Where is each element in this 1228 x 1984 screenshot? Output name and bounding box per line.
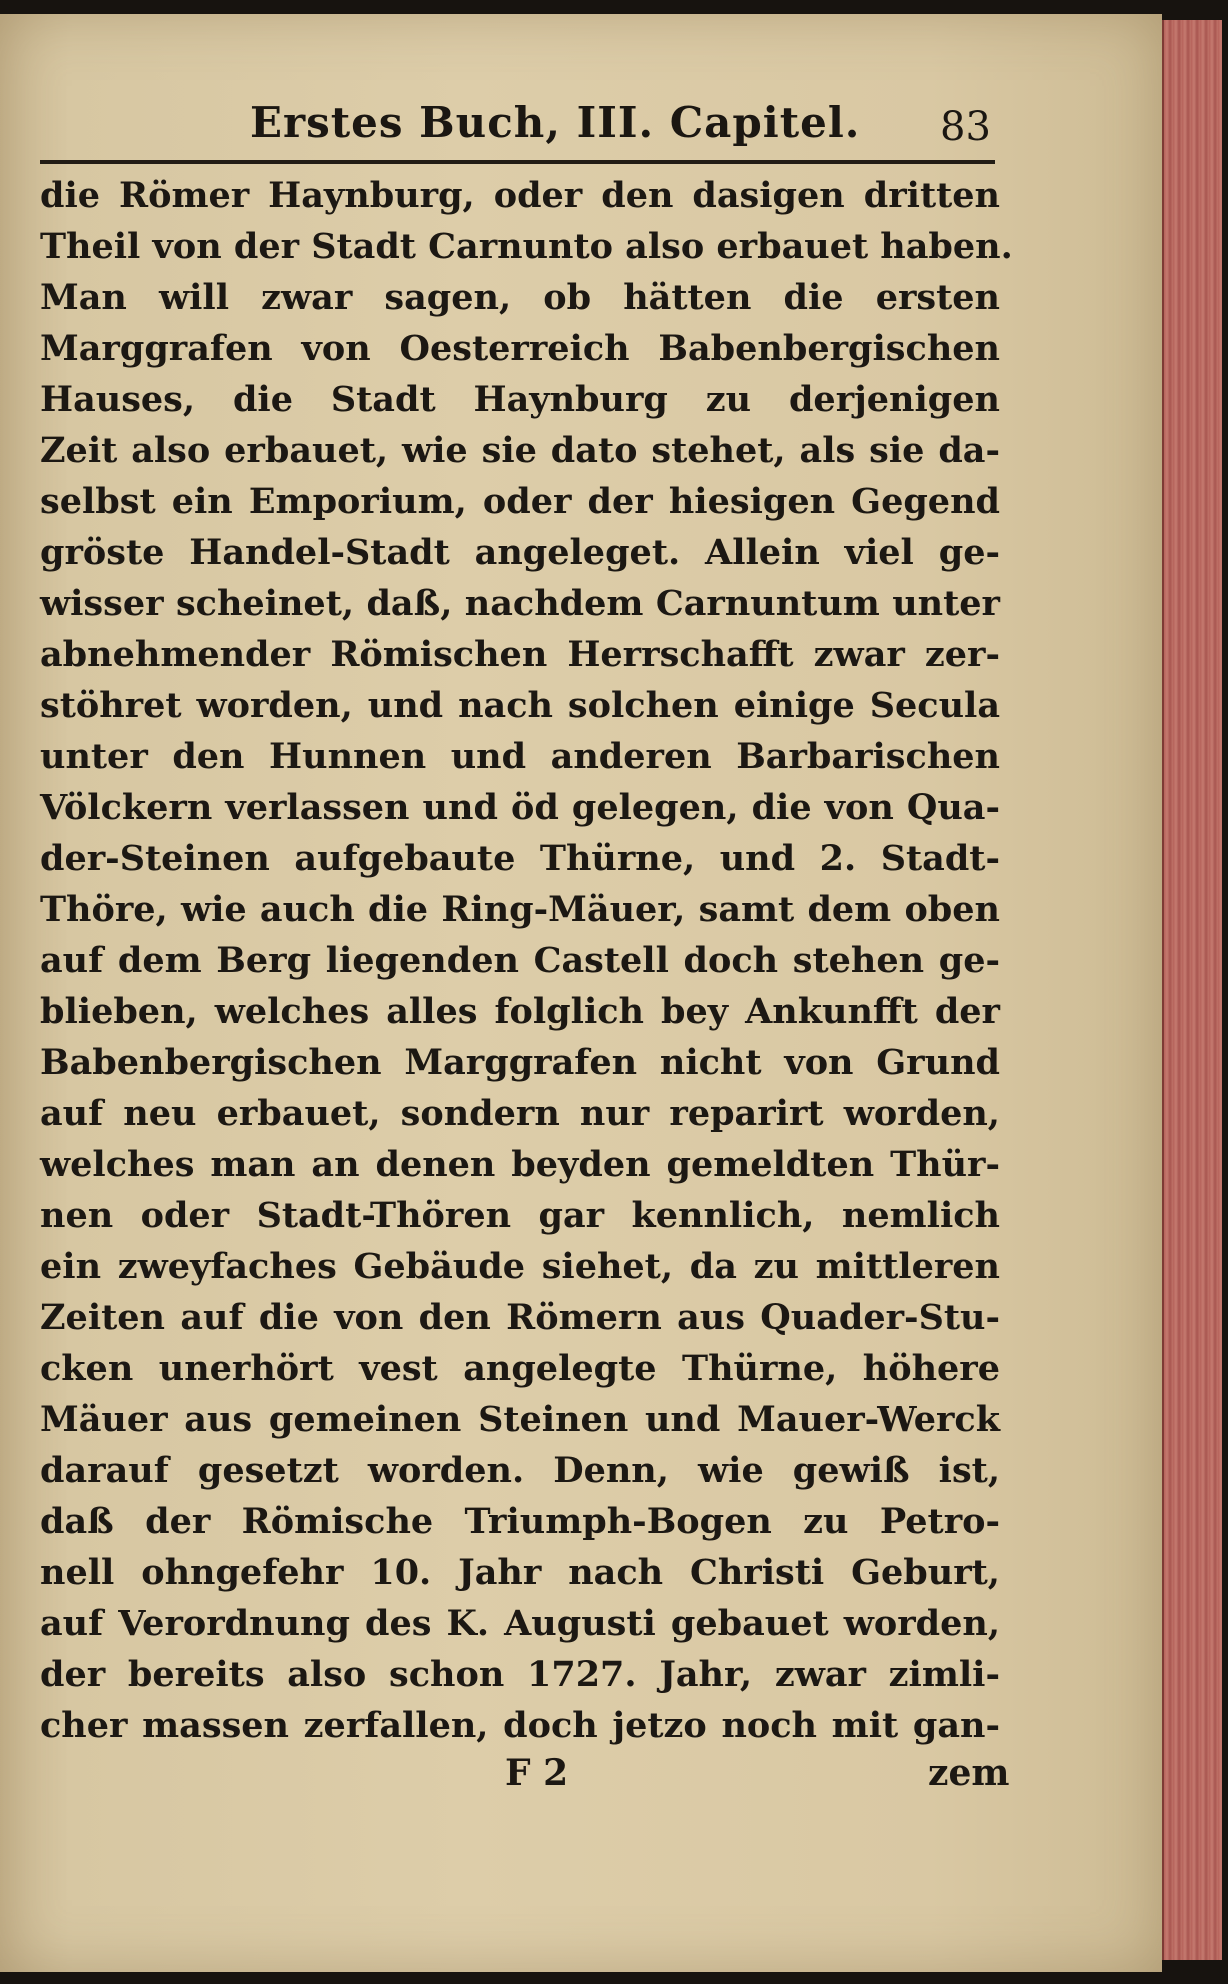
- text-line: nen oder Stadt-Thören gar kennlich, nemlich: [40, 1195, 1000, 1236]
- text-line: Zeiten auf die von den Römern aus Quader-Stu-: [40, 1297, 1000, 1338]
- page-footer: [40, 1752, 1010, 1812]
- text-line: blieben, welches alles folglich bey Ankunfft der: [40, 991, 1000, 1032]
- header-rule: [40, 160, 995, 164]
- text-line: Babenbergischen Marggrafen nicht von Grund: [40, 1042, 1000, 1083]
- text-line: selbst ein Emporium, oder der hiesigen Gegend: [40, 481, 1000, 522]
- text-line: auf Verordnung des K. Augusti gebauet worden,: [40, 1603, 1000, 1644]
- text-line: wisser scheinet, daß, nachdem Carnuntum unter: [40, 583, 1000, 624]
- text-line: Zeit also erbauet, wie sie dato stehet, als sie da-: [40, 430, 1000, 471]
- page-number: 83: [940, 104, 991, 150]
- running-title: Erstes Buch, III. Capitel.: [250, 98, 861, 147]
- red-page-edge: [1162, 20, 1222, 1960]
- text-line: cher massen zerfallen, doch jetzo noch mit gan-: [40, 1705, 1000, 1746]
- body-text: [40, 170, 1013, 1751]
- text-line: Thöre, wie auch die Ring-Mäuer, samt dem oben: [40, 889, 1000, 930]
- text-line: gröste Handel-Stadt angeleget. Allein viel ge-: [40, 532, 1000, 573]
- text-line: abnehmender Römischen Herrschafft zwar zer-: [40, 634, 1000, 675]
- text-line: cken unerhört vest angelegte Thürne, höhere: [40, 1348, 1000, 1389]
- text-line: daß der Römische Triumph-Bogen zu Petro-: [40, 1501, 1000, 1542]
- text-line: darauf gesetzt worden. Denn, wie gewiß ist,: [40, 1450, 1000, 1491]
- text-line: der-Steinen aufgebaute Thürne, und 2. Stadt-: [40, 838, 1000, 879]
- text-line: die Römer Haynburg, oder den dasigen dritten: [40, 175, 1000, 216]
- text-line: nell ohngefehr 10. Jahr nach Christi Geburt,: [40, 1552, 1000, 1593]
- text-line: Marggrafen von Oesterreich Babenbergischen: [40, 328, 1000, 369]
- text-line: Mäuer aus gemeinen Steinen und Mauer-Werck: [40, 1399, 1000, 1440]
- text-line: stöhret worden, und nach solchen einige Secula: [40, 685, 1000, 726]
- text-line: Theil von der Stadt Carnunto also erbauet haben.: [40, 226, 1013, 267]
- catchword: zem: [928, 1752, 1010, 1794]
- text-line: unter den Hunnen und anderen Barbarischen: [40, 736, 1000, 777]
- text-line: ein zweyfaches Gebäude siehet, da zu mittleren: [40, 1246, 1000, 1287]
- text-line: auf dem Berg liegenden Castell doch stehen ge-: [40, 940, 1000, 981]
- text-line: Völckern verlassen und öd gelegen, die von Qua-: [40, 787, 1000, 828]
- signature-mark: F 2: [505, 1752, 569, 1794]
- text-line: Hauses, die Stadt Haynburg zu derjenigen: [40, 379, 1000, 420]
- text-line: Man will zwar sagen, ob hätten die ersten: [40, 277, 1000, 318]
- running-header: [40, 98, 1000, 168]
- text-line: der bereits also schon 1727. Jahr, zwar zimli-: [40, 1654, 1000, 1695]
- text-line: welches man an denen beyden gemeldten Thür-: [40, 1144, 1000, 1185]
- text-line: auf neu erbauet, sondern nur reparirt worden,: [40, 1093, 1000, 1134]
